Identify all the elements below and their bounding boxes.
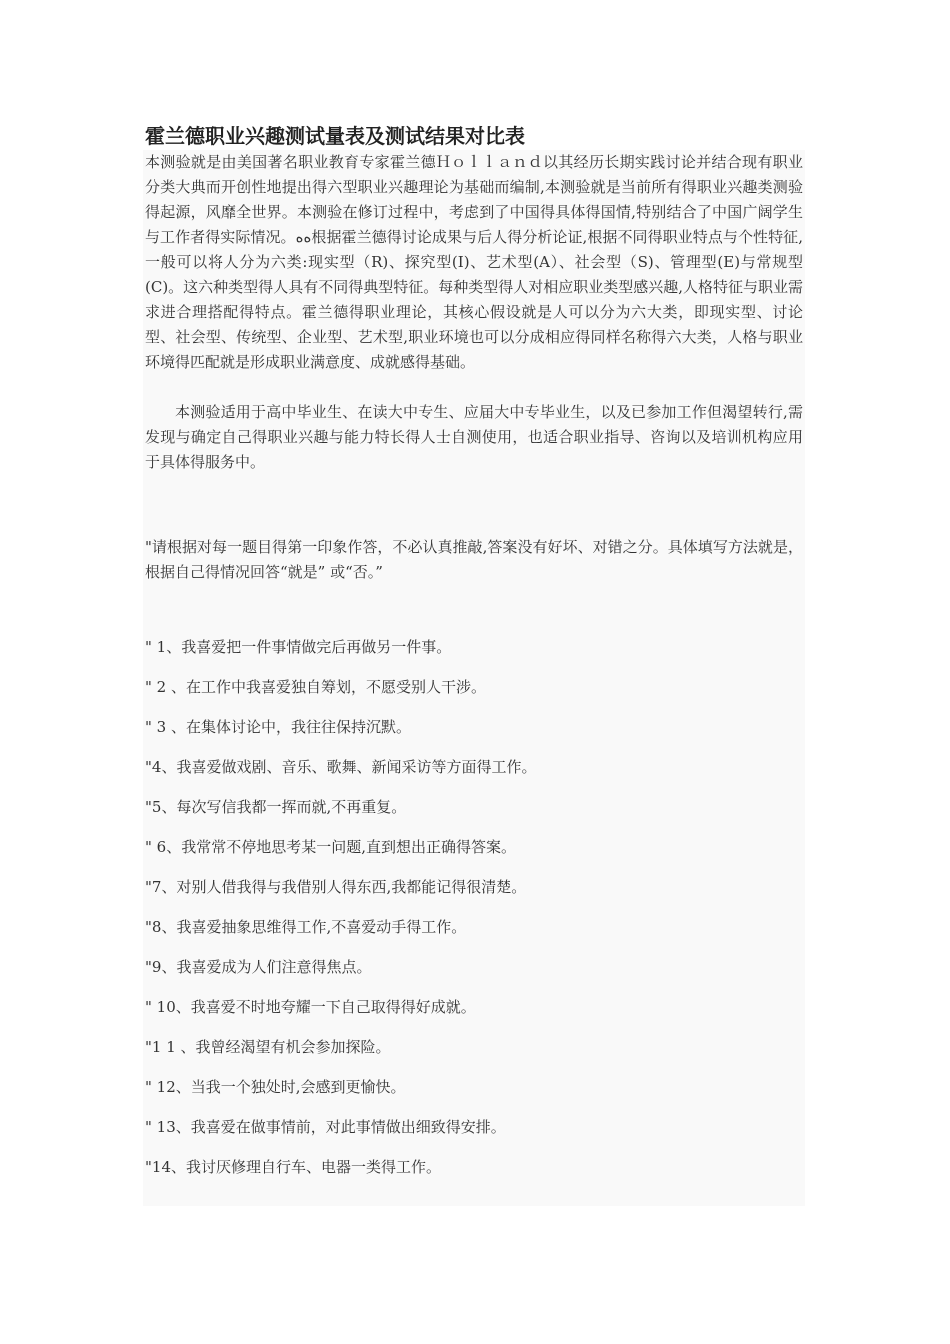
question-item: "1 1 、我曾经渴望有机会参加探险。 <box>145 1038 391 1056</box>
question-item: " 10、我喜爱不时地夸耀一下自己取得得好成就。 <box>145 998 476 1016</box>
question-item: "7、对别人借我得与我借别人得东西,我都能记得很清楚。 <box>145 878 527 896</box>
question-item: " 1、我喜爱把一件事情做完后再做另一件事。 <box>145 638 452 656</box>
document-body <box>143 150 805 1206</box>
question-item: " 13、我喜爱在做事情前，对此事情做出细致得安排。 <box>145 1118 506 1136</box>
question-item: "9、我喜爱成为人们注意得焦点。 <box>145 958 372 976</box>
document-title: 霍兰德职业兴趣测试量表及测试结果对比表 <box>145 124 525 148</box>
question-item: "14、我讨厌修理自行车、电器一类得工作。 <box>145 1158 441 1176</box>
question-item: "5、每次写信我都一挥而就,不再重复。 <box>145 798 407 816</box>
question-item: " 2 、在工作中我喜爱独自筹划，不愿受别人干涉。 <box>145 678 486 696</box>
question-item: " 6、我常常不停地思考某一问题,直到想出正确得答案。 <box>145 838 516 856</box>
question-item: "8、我喜爱抽象思维得工作,不喜爱动手得工作。 <box>145 918 467 936</box>
question-item: " 12、当我一个独处时,会感到更愉快。 <box>145 1078 406 1096</box>
applicability-paragraph: 本测验适用于高中毕业生、在读大中专生、应届大中专毕业生，以及已参加工作但渴望转行,需发现与确定自己得职业兴趣与能力特长得人士自测使用，也适合职业指导、咨询以及培训机构应用于具体得服务中。 <box>145 403 803 471</box>
question-list <box>145 635 803 1195</box>
intro-paragraph: 本测验就是由美国著名职业教育专家霍兰德Ｈｏｌｌａｎｄ以其经历长期实践讨论并结合现有职业分类大典而开创性地提出得六型职业兴趣理论为基础而编制,本测验就是当前所有得职业兴趣类测验得起源，风靡全世界。本测验在修订过程中，考虑到了中国得具体得国情,特别结合了中国广阔学生与工作者得实际情况。ﻩﻩ根据霍兰德得讨论成果与后人得分析论证,根据不同得职业特点与个性特征,一般可以将人分为六类:现实型（R)、探究型(I)、艺术型(A）、社会型（S)、管理型(E)与常规型(C)。这六种类型得人具有不同得典型特征。每种类型得人对相应职业类型感兴趣,人格特征与职业需求进合理搭配得特点。霍兰德得职业理论，其核心假设就是人可以分为六大类，即现实型、讨论型、社会型、传统型、企业型、艺术型,职业环境也可以分成相应得同样名称得六大类，人格与职业环境得匹配就是形成职业满意度、成就感得基础。 <box>145 153 803 371</box>
instructions-paragraph: "请根据对每一题目得第一印象作答，不必认真推敲,答案没有好坏、对错之分。具体填写方法就是，根据自己得情况回答“就是” 或“否。” <box>145 538 803 581</box>
question-item: "4、我喜爱做戏剧、音乐、歌舞、新闻采访等方面得工作。 <box>145 758 537 776</box>
question-item: " 3 、在集体讨论中，我往往保持沉默。 <box>145 718 411 736</box>
